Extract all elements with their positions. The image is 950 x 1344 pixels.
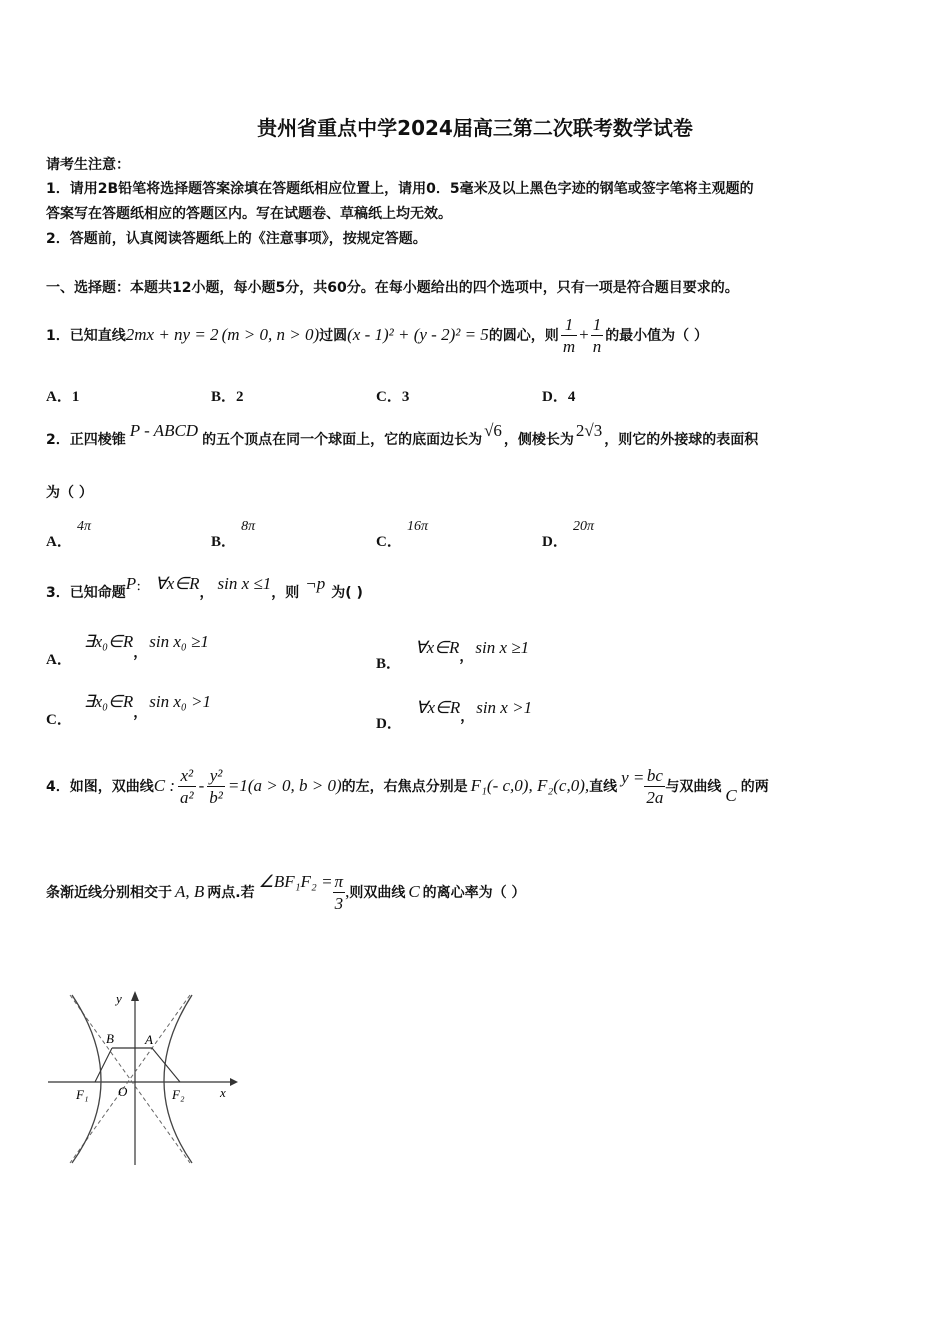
focus-f1-label: F₁: [76, 1087, 89, 1102]
question-3: 3．已知命题 P ： ∀x∈R ， sin x ≤1 ，则 ¬p 为( ): [46, 574, 363, 601]
segment-f2a: [152, 1048, 180, 1082]
notice-line-3: 2．答题前，认真阅读答题纸上的《注意事项》，按规定答题。: [46, 231, 427, 247]
notice-line-2: 答案写在答题纸相应的答题区内。写在试题卷、草稿纸上均无效。: [46, 206, 452, 222]
q3-option-b: B． ∀x∈R ， sin x ≥1: [376, 638, 530, 672]
q2-mid: 的五个顶点在同一个球面上，它的底面边长为: [202, 432, 483, 448]
q3-sin: sin x ≤1: [217, 574, 272, 593]
q4-ab: A, B: [175, 882, 205, 901]
origin-label: O: [118, 1084, 128, 1099]
q1-prefix: 1．已知直线: [46, 328, 126, 344]
focus-f2-label: F₂: [172, 1087, 185, 1102]
q4-suffix: 的两: [740, 779, 769, 795]
hyperbola-figure: [40, 985, 240, 1170]
q1-suffix: 的最小值为（ ）: [605, 328, 709, 344]
q3-option-c: C． ∃x₀∈R ， sin x₀ >1: [46, 692, 212, 728]
x-axis-label: x: [220, 1085, 226, 1100]
notice-line-1: 1．请用2B铅笔将选择题答案涂填在答题纸相应位置上，请用0．5毫米及以上黑色字迹的钢笔或签字笔将主观题的: [46, 181, 754, 197]
question-2: [46, 421, 758, 457]
q3-suffix: 为( ): [331, 585, 363, 601]
q2-suffix: ，则它的外接球的表面积: [604, 432, 759, 448]
q4-y-fraction: $\frac{\text{y²}}{\text{b²}}$: [209, 765, 223, 807]
q2-lateral-length: 2√3: [575, 421, 603, 440]
q1-fraction-1: $\frac{1}{m}$: [562, 314, 576, 356]
q2-mid2: ，侧棱长为: [503, 432, 574, 448]
q1-fraction-2: $\frac{1}{n}$: [592, 314, 602, 356]
question-4: 4．如图，双曲线 C : $\frac{\text{x²}}{\text{a²}}$ - $\frac{\text{y²}}{\text{b²}}$ =1(a > 0, b > 0) 的左，右焦点分别是 F₁(- c,0), F₂(c,0), 直线 y = $\frac{bc}{2a}$ 与双曲线 C 的两: [46, 765, 769, 807]
q2-option-c: C． 16π: [376, 519, 428, 550]
q2-base-length: √6: [484, 421, 502, 440]
q2-option-a: A． 4π: [46, 519, 91, 550]
q1-option-b: B．2: [211, 389, 244, 405]
notice-heading: 请考生注意：: [46, 157, 130, 173]
q4-angle: ∠BF₁F₂ =: [258, 872, 333, 891]
q1-circle-equation: (x - 1)² + (y - 2)² = 5: [347, 325, 489, 344]
q1-mid: 过圆: [319, 328, 348, 344]
q3-forall: ∀x∈R: [155, 574, 200, 593]
q1-option-a: A．1: [46, 389, 80, 405]
q4-x-fraction: $\frac{\text{x²}}{\text{a²}}$: [180, 765, 194, 807]
q3-option-a: A． ∃x₀∈R ， sin x₀ ≥1: [46, 632, 209, 668]
q1-mid2: 的圆心，则: [488, 328, 559, 344]
q3-option-d: D． ∀x∈R ， sin x >1: [376, 698, 533, 732]
y-axis-arrow: [131, 991, 139, 1001]
q4-c-label: C :: [153, 776, 175, 795]
q1-plus: +: [579, 325, 589, 344]
q1-option-c: C．3: [376, 389, 410, 405]
q4-foci: F₁(- c,0), F₂(c,0),: [470, 776, 590, 795]
q2-pyramid: P - ABCD: [129, 421, 199, 440]
q2-line-2: 为（ ）: [46, 485, 93, 501]
q4-angle-fraction: $\frac{\pi}{3}$: [334, 871, 344, 913]
q4-prefix: 4．如图，双曲线: [46, 779, 154, 795]
q3-not-p: ¬p: [305, 574, 326, 593]
q2-prefix: 2．正四棱锥: [46, 432, 126, 448]
y-axis-label: y: [116, 991, 122, 1006]
section-heading: 一、选择题：本题共12小题，每小题5分，共60分。在每小题给出的四个选项中，只有一项是符合题目要求的。: [46, 280, 739, 296]
point-a-label: A: [145, 1032, 153, 1047]
q4-mid2: 直线: [589, 779, 618, 795]
q3-proposition: P: [125, 574, 137, 593]
q1-line-equation: 2mx + ny = 2: [125, 325, 219, 344]
point-b-label: B: [106, 1031, 114, 1046]
q4-line-fraction: $\frac{bc}{2a}$: [646, 765, 664, 807]
q4-mid: 的左，右焦点分别是: [341, 779, 468, 795]
q4-mid3: 与双曲线: [665, 779, 722, 795]
question-4-line-2: 条渐近线分别相交于 A, B 两点.若 ∠BF₁F₂ = $\frac{\pi}{3}$ , 则双曲线 C 的离心率为（ ）: [46, 871, 526, 913]
x-axis-arrow: [230, 1078, 238, 1086]
q2-option-b: B． 8π: [211, 519, 256, 550]
q3-prefix: 3．已知命题: [46, 585, 126, 601]
page-title: 贵州省重点中学2024届高三第二次联考数学试卷: [257, 116, 693, 140]
q4-equation-tail: =1(a > 0, b > 0): [227, 776, 342, 795]
q1-condition: (m > 0, n > 0): [221, 325, 320, 344]
q2-option-d: D． 20π: [542, 519, 594, 550]
question-1: [46, 312, 708, 358]
q1-option-d: D．4: [542, 389, 576, 405]
